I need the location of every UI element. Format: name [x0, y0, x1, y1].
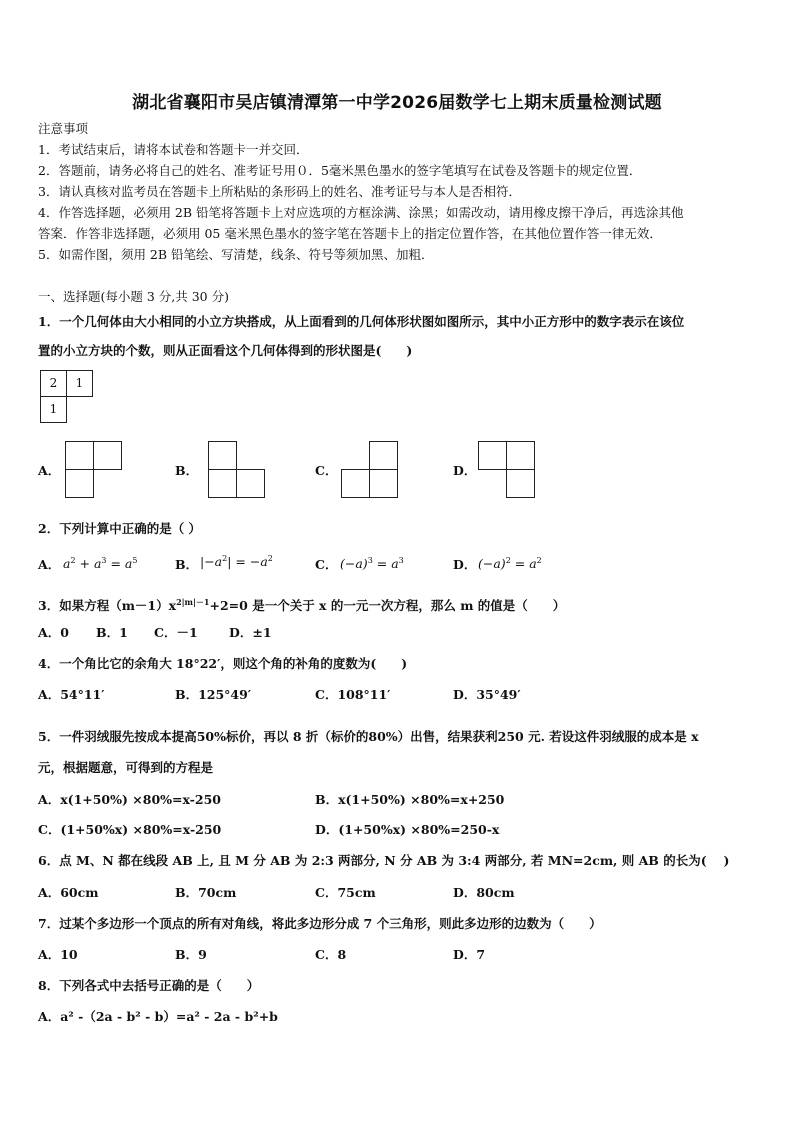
- q5-stem-line2: 元，根据题意，可得到的方程是: [38, 760, 214, 775]
- q7-option-b: B．9: [175, 947, 207, 962]
- q4-option-c: C．108°11′: [315, 687, 391, 702]
- notice-item: 4．作答选择题，必须用 2B 铅笔将答题卡上对应选项的方框涂满、涂黑；如需改动，请用橡皮擦干净后，再选涂其他: [38, 205, 684, 220]
- q2-stem: 2．下列计算中正确的是（ ）: [38, 521, 202, 536]
- grid-cell: 2: [40, 370, 67, 397]
- q1-option-c-label: C．: [315, 463, 338, 478]
- section-heading: 一、选择题(每小题 3 分,共 30 分): [38, 289, 229, 304]
- q3-option-d: D．±1: [229, 625, 272, 640]
- notice-item: 2．答题前，请务必将自己的姓名、准考证号用０．5毫米黑色墨水的签字笔填写在试卷及答题卡的规定位置．: [38, 163, 642, 178]
- q4-option-a: A．54°11′: [38, 687, 105, 702]
- q1-option-d-label: D．: [453, 463, 477, 478]
- q1-stem-line1: 1．一个几何体由大小相同的小立方块搭成，从上面看到的几何体形状图如图所示，其中小正方形中的数字表示在该位: [38, 314, 685, 329]
- q8-option-a: A．a² -（2a - b² - b）=a² - 2a - b²+b: [38, 1009, 278, 1024]
- q6-option-c: C．75cm: [315, 885, 376, 900]
- q1-stem-line2: 置的小立方块的个数，则从正面看这个几何体得到的形状图是( ): [38, 343, 413, 358]
- q3-option-a: A．0: [38, 625, 69, 640]
- grid-cell: 1: [66, 370, 93, 397]
- notice-item: 1．考试结束后，请将本试卷和答题卡一并交回．: [38, 142, 309, 157]
- q2-option-d-expr: $(-a)^2 = a^2$: [478, 556, 542, 571]
- q1-option-a-label: A．: [38, 463, 61, 478]
- q3-stem: 3．如果方程$(m-1)x^{2|m|-1}+2=0$ 是一个关于 x 的一元一次方程，那么 m 的值是（ ）: [38, 597, 566, 613]
- q2-option-b-expr: $|-a^2| = -a^2$: [200, 554, 273, 569]
- q2-option-a-expr: $a^2 + a^3 = a^5$: [63, 556, 138, 571]
- q7-option-c: C．8: [315, 947, 347, 962]
- q2-option-b-label: B．: [175, 557, 199, 572]
- q6-option-b: B．70cm: [175, 885, 237, 900]
- q6-option-d: D．80cm: [453, 885, 515, 900]
- q4-stem: 4．一个角比它的余角大 18°22′，则这个角的补角的度数为( ): [38, 656, 408, 671]
- notice-item: 5．如需作图，须用 2B 铅笔绘、写清楚，线条、符号等须加黑、加粗．: [38, 247, 434, 262]
- q5-option-c: C．(1+50%x) ×80%=x-250: [38, 822, 222, 837]
- q2-option-a-label: A．: [38, 557, 61, 572]
- q1-option-b-label: B．: [175, 463, 199, 478]
- notice-item: 3．请认真核对监考员在答题卡上所粘贴的条形码上的姓名、准考证号与本人是否相符．: [38, 184, 521, 199]
- notice-heading: 注意事项: [38, 121, 89, 136]
- q2-option-c-expr: $(-a)^3 = a^3$: [340, 556, 404, 571]
- q3-option-b: B．1: [96, 625, 128, 640]
- q2-option-c-label: C．: [315, 557, 338, 572]
- q5-option-a: A．x(1+50%) ×80%=x-250: [38, 792, 222, 807]
- q4-option-b: B．125°49′: [175, 687, 252, 702]
- q7-option-a: A．10: [38, 947, 78, 962]
- q6-stem: 6．点 M、N 都在线段 AB 上, 且 M 分 AB 为 2:3 两部分, N 分 AB 为 3:4 两部分, 若 MN=2cm, 则 AB 的长为( ): [38, 853, 730, 868]
- q5-option-b: B．x(1+50%) ×80%=x+250: [315, 792, 505, 807]
- page-title: 湖北省襄阳市吴店镇清潭第一中学2026届数学七上期末质量检测试题: [132, 93, 662, 113]
- q2-option-d-label: D．: [453, 557, 477, 572]
- q8-stem: 8．下列各式中去括号正确的是（ ）: [38, 978, 260, 993]
- q7-stem: 7．过某个多边形一个顶点的所有对角线，将此多边形分成 7 个三角形，则此多边形的边数为（ ）: [38, 916, 602, 931]
- grid-cell: 1: [40, 396, 67, 423]
- q6-option-a: A．60cm: [38, 885, 99, 900]
- q4-option-d: D．35°49′: [453, 687, 521, 702]
- q7-option-d: D．7: [453, 947, 486, 962]
- q3-option-c: C．－1: [154, 625, 198, 640]
- q5-stem-line1: 5．一件羽绒服先按成本提高50%标价，再以 8 折（标价的80%）出售，结果获利250 元. 若设这件羽绒服的成本是 x: [38, 729, 699, 744]
- q5-option-d: D．(1+50%x) ×80%=250-x: [315, 822, 500, 837]
- notice-item: 答案．作答非选择题，必须用 05 毫米黑色墨水的签字笔在答题卡上的指定位置作答，在其他位置作答一律无效．: [38, 226, 662, 241]
